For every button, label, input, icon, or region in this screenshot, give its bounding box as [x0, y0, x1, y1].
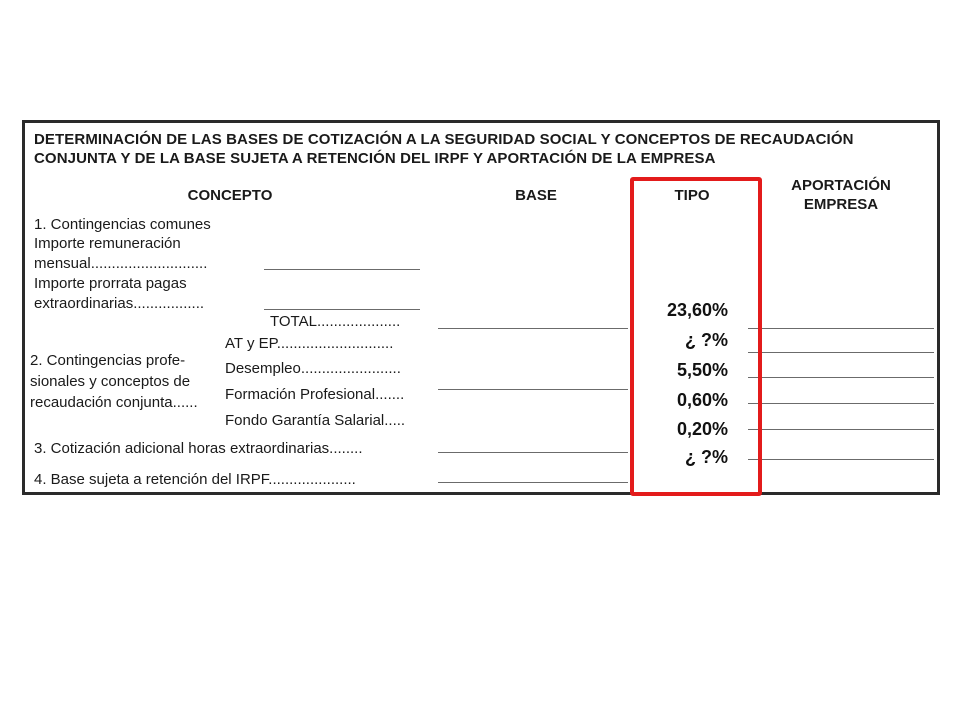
section-1-remuneracion-label-2: mensual............................	[34, 255, 208, 272]
section-4-label: 4. Base sujeta a retención del IRPF.....................	[34, 471, 356, 488]
header-base: BASE	[515, 187, 557, 204]
tipo-rate-formacion: 0,60%	[676, 390, 728, 410]
section-3-base-line[interactable]	[438, 452, 628, 453]
section-1-remuneracion-label-1: Importe remuneración	[34, 235, 181, 252]
tipo-rate-at-ep: ¿ ?%	[685, 330, 728, 350]
tipo-rate-horas-extra: ¿ ?%	[685, 447, 728, 467]
section-2-item-fogasa: Fondo Garantía Salarial.....	[225, 412, 406, 429]
header-tipo: TIPO	[674, 187, 710, 204]
fogasa-aportacion-line[interactable]	[748, 429, 934, 430]
section-2-item-at-ep: AT y EP............................	[225, 335, 394, 352]
desempleo-aportacion-line[interactable]	[748, 377, 934, 378]
section-2-heading-3: recaudación conjunta......	[30, 394, 198, 411]
section-1-heading: 1. Contingencias comunes	[34, 216, 211, 233]
form-title-line-1: DETERMINACIÓN DE LAS BASES DE COTIZACIÓN A LA SEGURIDAD SOCIAL Y CONCEPTOS DE RECAUDACIÓN	[34, 131, 854, 148]
formacion-aportacion-line[interactable]	[748, 403, 934, 404]
at-ep-aportacion-line[interactable]	[748, 352, 934, 353]
section-2-heading-2: sionales y conceptos de	[30, 373, 191, 390]
total-base-line[interactable]	[438, 328, 628, 329]
section-2-item-formacion: Formación Profesional.......	[225, 386, 405, 403]
total-aportacion-line[interactable]	[748, 328, 934, 329]
header-concepto: CONCEPTO	[187, 187, 273, 204]
section-1-prorrata-label-2: extraordinarias.................	[34, 295, 205, 312]
section-1-prorrata-label-1: Importe prorrata pagas	[34, 275, 187, 292]
header-aportacion-line-1: APORTACIÓN	[791, 177, 891, 194]
tipo-rate-contingencias-comunes: 23,60%	[666, 300, 728, 320]
tipo-rate-desempleo: 5,50%	[676, 360, 728, 380]
tipo-rate-fogasa: 0,20%	[676, 419, 728, 439]
remuneracion-entry-line[interactable]	[264, 269, 420, 270]
section-2-item-desempleo: Desempleo........................	[225, 360, 401, 377]
section-1-total-label: TOTAL....................	[270, 313, 401, 330]
section-2-base-line[interactable]	[438, 389, 628, 390]
section-3-label: 3. Cotización adicional horas extraordinarias........	[34, 440, 363, 457]
header-aportacion-line-2: EMPRESA	[803, 196, 879, 213]
section-3-aportacion-line[interactable]	[748, 459, 934, 460]
prorrata-entry-line[interactable]	[264, 309, 420, 310]
section-4-base-line[interactable]	[438, 482, 628, 483]
form-title-line-2: CONJUNTA Y DE LA BASE SUJETA A RETENCIÓN DEL IRPF Y APORTACIÓN DE LA EMPRESA	[34, 150, 716, 167]
section-2-heading-1: 2. Contingencias profe-	[30, 352, 186, 369]
